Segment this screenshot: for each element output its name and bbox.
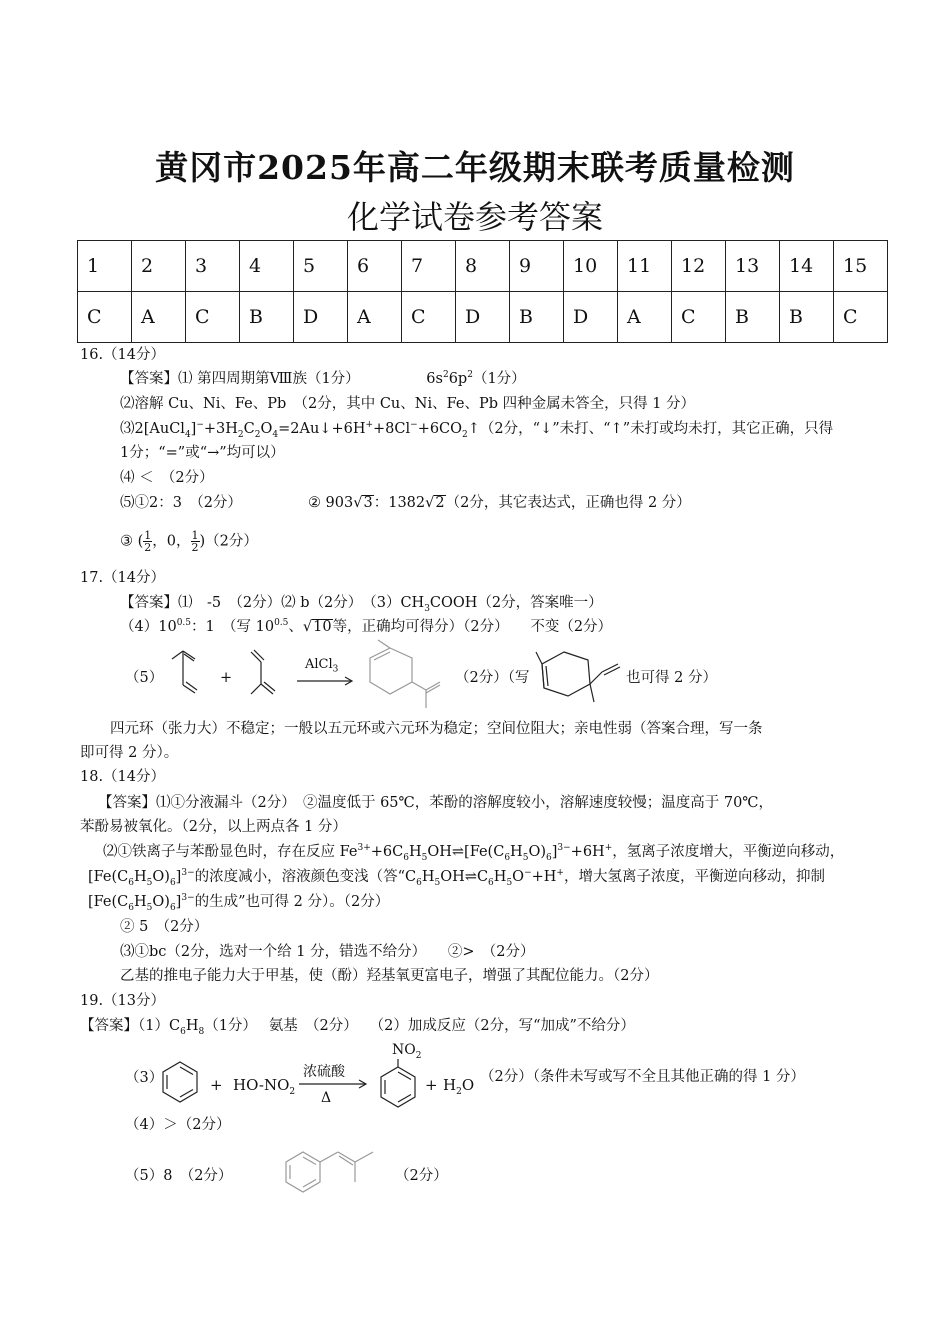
q18-text: ，氢离子浓度增大，平衡逆向移动， (612, 844, 845, 860)
q18-sup: + (556, 868, 564, 879)
q18-text: ] (551, 844, 558, 860)
q19-text: H (185, 1018, 199, 1034)
q17-answer-1 (120, 593, 603, 613)
q18-answer-4: $[Fe(C_6H_5O)_6]^{3-}$的浓度减小，溶液颜色变浅（答“$C_6H_5OH\rightleftharpoons C_6H_5O^-+H^+$，增大氢离子浓度，平衡逆向移动，抑制 (88, 868, 825, 888)
answer-cell: C (834, 292, 888, 343)
answer-cell: A (618, 292, 672, 343)
q18-text: [Fe(C (88, 894, 129, 910)
sqrt-two: 2 (435, 495, 445, 511)
question-number-cell: 15 (834, 241, 888, 292)
q18-text: O (512, 869, 525, 885)
q18-header: 18.（14分） (80, 769, 166, 785)
q18-text: 的生成”也可得 2 分）。（2分） (194, 894, 390, 910)
q16-sub: 4 (272, 429, 279, 440)
q18-text: O) (152, 869, 170, 885)
q16-coord: ，0， (152, 533, 191, 550)
q16-answer-3: $⑶2[AuCl_4]^-+3H_2C_2O_4=2Au↓+6H^++8Cl^-+6CO_2↑(2$分，“↓”未打、“↑”未打或均未打，其它正确，只得 (120, 420, 834, 440)
q16-sub: 2 (462, 429, 468, 440)
q18-text: ，增大氢离子浓度，平衡逆向移动，抑制 (563, 869, 825, 885)
alt-product-structure (528, 650, 628, 705)
q18-answer-8: 乙基的推电子能力大于甲基，使（酚）羟基氧更富电子，增强了其配位能力。（2分） (120, 968, 659, 984)
answer-cell: A (132, 292, 186, 343)
q18-sub: 6 (169, 902, 176, 913)
q19-sub: 2 (415, 1050, 422, 1061)
answer-cell: B (780, 292, 834, 343)
q16-sup: 2 (442, 370, 449, 381)
q18-sub: 6 (504, 852, 511, 863)
q18-sup: + (604, 843, 613, 854)
q16-coord: )（2分） (199, 533, 258, 550)
q18-text: ] (175, 869, 182, 885)
q18-sub: 5 (434, 877, 441, 888)
q16-answer-4: ⑷ ＜ （2分） (120, 470, 214, 486)
q18-sub: 6 (403, 852, 409, 863)
q18-sub: 5 (146, 877, 153, 888)
q16-score: （1分） (472, 371, 526, 387)
question-number-cell: 8 (456, 241, 510, 292)
q17-text: COOH（2分，答案唯一） (429, 595, 603, 611)
q18-sup: 3+ (357, 843, 371, 854)
q18-sub: 6 (128, 902, 134, 913)
q17-part5-note-2: 也可得 2 分） (626, 670, 717, 686)
q17-answer-2: $(4)10^{0.5}$：1 （写 $10^{0.5}$、√10等，正确均可得分）（2分） 不变（2分） (120, 618, 613, 635)
q17-text: 、 (288, 619, 303, 635)
q18-text: OH⇌C (440, 869, 489, 885)
q16-config-6p: 6p (448, 371, 468, 387)
q16-eq: +3H (203, 421, 238, 437)
q18-answer-1: 【答案】⑴①分液漏斗（2分） ②温度低于 65℃，苯酚的溶解度较小，溶解速度较慢；温度高于 70℃， (98, 795, 774, 811)
q18-answer-7: ⑶①bc（2分，选对一个给 1 分，错选不给分） ②> （2分） (120, 944, 535, 960)
q16-sup: − (410, 420, 418, 431)
q18-answer-5: $[Fe(C_6H_5O)_6]^{3-}$的生成”也可得 2 分）。（2分） (88, 893, 390, 913)
reaction-arrow (297, 1079, 369, 1089)
q18-text: +6H (570, 844, 605, 860)
q17-text: （4）10 (120, 619, 177, 635)
q18-text: 的浓度减小，溶液颜色变浅（答“C (194, 869, 417, 885)
q18-sub: 6 (169, 877, 176, 888)
q18-answer-3: ⑵①铁离子与苯酚显色时，存在反应 $Fe^{3+}+6C_6H_5OH\rightleftharpoons[Fe(C_6H_5O)_6]^{3-}+6H^+$，氢离子浓度增大，平衡逆向移动， (103, 843, 845, 863)
q17-text: 等，正确均可得分）（2分） 不变（2分） (332, 619, 613, 635)
question-number-cell: 12 (672, 241, 726, 292)
question-number-cell: 3 (186, 241, 240, 292)
q18-text: ] (175, 894, 182, 910)
q18-sub: 5 (506, 877, 513, 888)
q18-sub: 5 (146, 902, 153, 913)
q19-sub: 6 (180, 1026, 186, 1037)
plus-sign: + (220, 670, 233, 686)
answer-table-number-row (78, 241, 888, 292)
q17-sup: 0.5 (176, 618, 192, 629)
nitric-acid (233, 1075, 295, 1095)
q16-eq: +6CO (417, 421, 463, 437)
product-structure (360, 640, 450, 715)
q18-text: ⑵①铁离子与苯酚显色时，存在反应 Fe (103, 844, 358, 860)
q19-sub: 2 (289, 1087, 296, 1097)
q16-answer-5: ⑸①2：3 （2分） ② 903√3：1382√2（2分，其它表达式，正确也得 2 分） (120, 495, 691, 511)
q19-text: （1分） 氨基 （2分） （2）加成反应（2分，写“加成”不给分） (204, 1018, 635, 1034)
q18-sup: − (524, 868, 532, 879)
answer-cell: B (726, 292, 780, 343)
q18-sub: 6 (488, 877, 494, 888)
q17-part5-label: （5） (125, 670, 164, 686)
q19-header: 19.（13分） (80, 993, 166, 1009)
question-number-cell: 11 (618, 241, 672, 292)
q16-sup: − (196, 420, 204, 431)
question-number-cell: 5 (294, 241, 348, 292)
condition-bottom: Δ (321, 1090, 332, 1106)
q17-header: 17.（14分） (80, 570, 166, 586)
question-number-cell: 2 (132, 241, 186, 292)
answer-cell: D (294, 292, 348, 343)
q17-text: ：1 （写 10 (191, 619, 275, 635)
reaction-arrow (295, 676, 355, 686)
q19-answer-4: （4）＞（2分） (125, 1117, 231, 1133)
q18-sub: 6 (545, 852, 552, 863)
q18-sub: 5 (522, 852, 529, 863)
question-number-cell: 1 (78, 241, 132, 292)
answer-cell: D (564, 292, 618, 343)
q17-part5-note: （2分）（写 (455, 670, 530, 686)
q18-text: O) (528, 844, 546, 860)
question-number-cell: 6 (348, 241, 402, 292)
q16-header: 16.（14分） (80, 347, 166, 363)
q16-sup: 2 (467, 370, 473, 381)
page-subtitle: 化学试卷参考答案 (346, 198, 603, 236)
q18-text: +H (531, 869, 557, 885)
q17-sub: 3 (332, 664, 339, 675)
q18-text: [Fe(C (88, 869, 129, 885)
question-number-cell: 14 (780, 241, 834, 292)
catalyst-label: AlCl (305, 657, 333, 672)
q16-density-note: （2分，其它表达式，正确也得 2 分） (445, 495, 691, 511)
question-number-cell: 4 (240, 241, 294, 292)
q16-sub: 2 (254, 429, 261, 440)
plus-sign: + (210, 1076, 223, 1094)
q16-eq: =2Au↓+6H (278, 421, 366, 437)
q16-sub: 4 (184, 429, 191, 440)
nitric-acid-formula: HO-NO (233, 1076, 290, 1094)
q18-sup: 3− (557, 843, 571, 854)
q16-eq: ⑶2[AuCl (120, 421, 185, 437)
q19-answer-1 (80, 1016, 635, 1036)
water-formula: H (443, 1076, 457, 1094)
q19-sub: 8 (198, 1026, 205, 1037)
q16-density: ：1382 (373, 495, 426, 511)
q18-sub: 6 (416, 877, 422, 888)
q18-answer-2: 苯酚易被氧化。（2分，以上两点各 1 分） (80, 819, 347, 835)
answer-cell: B (240, 292, 294, 343)
reaction-condition (305, 655, 338, 675)
plus-sign: + (425, 1076, 438, 1094)
answer-cell: C (78, 292, 132, 343)
q19-sub: 2 (456, 1087, 462, 1097)
question-number-cell: 10 (564, 241, 618, 292)
q16-part1-text: 【答案】⑴ 第四周期第Ⅷ族（1分） (120, 371, 360, 387)
question-number-cell: 7 (402, 241, 456, 292)
sqrt-three: 3 (363, 495, 373, 511)
q19-part3-note: （2分）（条件未写或写不全且其他正确的得 1 分） (480, 1069, 805, 1085)
answer-table (77, 240, 888, 343)
q18-text: +6C (370, 844, 404, 860)
answer-cell: C (402, 292, 456, 343)
styrene-derivative-structure (283, 1148, 393, 1194)
question-number-cell: 13 (726, 241, 780, 292)
q16-coord: ③ ( (120, 533, 144, 550)
q17-sup: 0.5 (274, 618, 289, 629)
q16-answer-6 (120, 530, 258, 553)
q17-answer-4: 四元环（张力大）不稳定；一般以五元环或六元环为稳定；空间位阻大；亲电性弱（答案合理，写一条 (110, 721, 763, 737)
nitrobenzene-structure (378, 1055, 418, 1109)
q19-answer-5-score: （2分） (395, 1168, 448, 1184)
answer-table-answer-row (78, 292, 888, 343)
benzene-structure (160, 1060, 200, 1104)
q18-sup: 3− (181, 868, 195, 879)
condition-top: 浓硫酸 (303, 1064, 345, 1080)
diene-structure (245, 650, 280, 705)
q18-text: OH⇌[Fe(C (427, 844, 505, 860)
sqrt-ten: 10 (313, 619, 332, 635)
q17-text: 【答案】⑴ -5 （2分）⑵ b（2分） （3）CH (120, 595, 425, 611)
answer-cell: A (348, 292, 402, 343)
q16-density: ② 903 (307, 495, 354, 511)
q16-answer-1 (120, 369, 526, 389)
water (443, 1075, 474, 1095)
q16-sup: + (365, 420, 374, 431)
fraction-half: $\frac{1}{2}$ (144, 529, 152, 554)
q16-ratio: ⑸①2：3 （2分） (120, 495, 242, 511)
q18-answer-6: ② 5 （2分） (120, 919, 209, 935)
answer-cell: D (456, 292, 510, 343)
q17-sub: 3 (424, 603, 430, 614)
q19-part3-label: （3） (125, 1070, 164, 1086)
q17-answer-5: 即可得 2 分）。 (80, 745, 179, 761)
answer-cell: C (186, 292, 240, 343)
q16-sub: 2 (237, 429, 244, 440)
q18-sup: 3− (181, 893, 195, 904)
question-number-cell: 9 (510, 241, 564, 292)
q19-text: 【答案】（1）C (80, 1018, 181, 1034)
q16-answer-3-cont: 1分；“=”或“→”均可以） (120, 445, 285, 461)
nitro-group-text: NO (392, 1042, 416, 1058)
q18-sub: 6 (128, 877, 134, 888)
answer-cell: C (672, 292, 726, 343)
q16-config-6s: 6s (426, 371, 443, 387)
fraction-half: $\frac{1}{2}$ (191, 529, 199, 554)
q18-sub: 5 (421, 852, 428, 863)
q18-text: O) (152, 894, 170, 910)
water-formula: O (461, 1076, 475, 1094)
isoprene-structure (170, 645, 210, 700)
page-title: 黄冈市2025年高二年级期末联考质量检测 (155, 148, 795, 187)
q16-eq: ↑（2分，“↓”未打、“↑”未打或均未打，其它正确，只得 (467, 421, 834, 437)
q16-eq: +8Cl (373, 421, 411, 437)
q16-answer-2: ⑵溶解 Cu、Ni、Fe、Pb （2分，其中 Cu、Ni、Fe、Pb 四种金属未答全，只得 1 分） (120, 396, 696, 412)
answer-cell: B (510, 292, 564, 343)
q19-answer-5: （5）8 （2分） (125, 1168, 233, 1184)
